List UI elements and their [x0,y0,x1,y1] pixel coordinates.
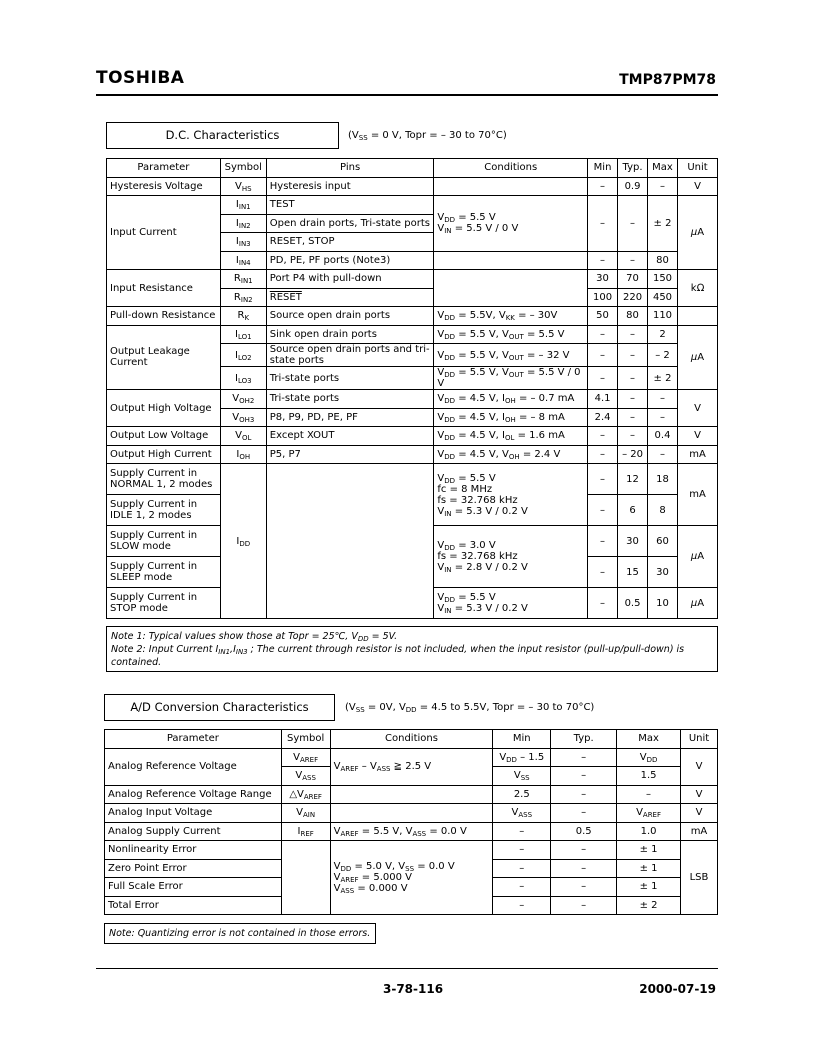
param-cell: Total Error [105,896,282,915]
min-cell: – [493,841,551,860]
typ-cell: 70 [618,270,648,289]
dc-conditions: ($V_{SS} = 0$ V, Topr = – 30 to 70°C) [348,130,507,142]
typ-cell: 80 [618,307,648,326]
typ-cell: 15 [618,557,648,588]
conditions-cell: $V_{AREF} = 5.5$ V, $V_{ASS} = 0.0$ V [330,822,493,841]
unit-cell: mA [678,464,718,526]
symbol-cell: $R_{IN1}$ [220,270,266,289]
symbol-cell: $\triangle V_{AREF}$ [281,785,330,804]
max-cell: – [617,785,681,804]
conditions-cell: $V_{DD} = 5.5$ V $V_{IN} = 5.5$ V / 0 V [434,196,588,252]
max-cell: ± 2 [648,196,678,252]
conditions-cell [434,270,588,307]
param-cell: Output High Voltage [107,390,221,427]
min-cell: – [493,896,551,915]
part-number: TMP87PM78 [619,72,716,88]
max-cell: – [648,408,678,427]
symbol-cell [281,841,330,915]
min-cell: 2.5 [493,785,551,804]
symbol-cell: $V_{OH2}$ [220,390,266,409]
symbol-cell: $V_{ASS}$ [281,767,330,786]
dc-col-symbol: Symbol [220,159,266,178]
ad-header-row [105,730,718,749]
symbol-cell: $R_K$ [220,307,266,326]
symbol-cell: $I_{REF}$ [281,822,330,841]
header-rule [96,94,718,96]
unit-cell: V [678,177,718,196]
param-cell: Output High Current [107,445,221,464]
symbol-cell: $I_{IN1}$ [220,196,266,215]
max-cell: 450 [648,288,678,307]
conditions-cell: $V_{DD} = 5.5$ V $V_{IN} = 5.3$ V / 0.2 V [434,588,588,619]
typ-cell: – [618,390,648,409]
unit-cell: μA [678,196,718,270]
symbol-cell: $I_{OH}$ [220,445,266,464]
note-2: Note 2: Input Current $I_{IN1},I_{IN3}$ ; The current through resistor is not included, when the input resistor (pull-up/pull-down) is contained. [111,644,685,668]
table-row [107,307,718,326]
unit-cell: V [678,427,718,446]
pins-cell: PD, PE, PF ports (Note3) [266,251,434,270]
symbol-cell: $V_{AIN}$ [281,804,330,823]
typ-cell: 0.5 [551,822,617,841]
typ-cell: – 20 [618,445,648,464]
dc-col-max: Max [648,159,678,178]
max-cell: 8 [648,495,678,526]
typ-cell: 6 [618,495,648,526]
table-row [105,748,718,767]
min-cell: – [588,367,618,390]
param-cell: Nonlinearity Error [105,841,282,860]
param-cell: Pull-down Resistance [107,307,221,326]
min-cell: $V_{DD} - 1.5$ [493,748,551,767]
param-cell: Analog Supply Current [105,822,282,841]
typ-cell: 0.5 [618,588,648,619]
symbol-cell: $I_{IN2}$ [220,214,266,233]
symbol-cell: $I_{IN3}$ [220,233,266,252]
max-cell: ± 2 [617,896,681,915]
min-cell: – [493,859,551,878]
min-cell: – [588,445,618,464]
unit-cell: V [680,804,717,823]
typ-cell: – [551,896,617,915]
dc-col-parameter: Parameter [107,159,221,178]
max-cell: 18 [648,464,678,495]
symbol-cell: $I_{DD}$ [220,464,266,619]
max-cell: 10 [648,588,678,619]
table-row [107,196,718,215]
dc-col-pins: Pins [266,159,434,178]
min-cell: – [588,325,618,344]
note-1: Note 1: Typical values show those at Topr = 25℃, $V_{DD} = 5V$. [111,631,398,643]
ad-col-symbol: Symbol [281,730,330,749]
min-cell: – [588,196,618,252]
unit-cell: V [680,748,717,785]
conditions-cell: $V_{DD} = 4.5$ V, $I_{OH}$ = – 0.7 mA [434,390,588,409]
param-cell: Full Scale Error [105,878,282,897]
unit-cell [678,307,718,326]
brand-logo: TOSHIBA [96,68,185,88]
min-cell: 2.4 [588,408,618,427]
table-row [107,464,718,495]
dc-table [106,158,718,619]
symbol-cell: $I_{IN4}$ [220,251,266,270]
param-cell: Analog Reference Voltage Range [105,785,282,804]
conditions-cell: $V_{DD} = 4.5$ V, $I_{OL} = 1.6$ mA [434,427,588,446]
conditions-cell: $V_{DD} = 5.5$ V fc = 8 MHz fs = 32.768 kHz $V_{IN} = 5.3$ V / 0.2 V [434,464,588,526]
min-cell: 100 [588,288,618,307]
pins-cell: Tri-state ports [266,390,434,409]
min-cell: – [588,588,618,619]
max-cell: $V_{DD}$ [617,748,681,767]
max-cell: – 2 [648,344,678,367]
unit-cell: μA [678,526,718,588]
conditions-cell: $V_{DD} = 3.0$ V fs = 32.768 kHz $V_{IN} = 2.8$ V / 0.2 V [434,526,588,588]
conditions-cell: $V_{DD} = 5.0$ V, $V_{SS} = 0.0$ V $V_{AREF} = 5.000$ V $V_{ASS} = 0.000$ V [330,841,493,915]
unit-cell: mA [678,445,718,464]
min-cell: – [588,177,618,196]
ad-col-min: Min [493,730,551,749]
typ-cell: – [618,427,648,446]
dc-col-typ: Typ. [618,159,648,178]
dc-header-row [107,159,718,178]
symbol-cell: $I_{LO2}$ [220,344,266,367]
unit-cell: V [680,785,717,804]
pins-cell: Sink open drain ports [266,325,434,344]
symbol-cell: $V_{OH3}$ [220,408,266,427]
min-cell: – [588,526,618,557]
max-cell: 80 [648,251,678,270]
typ-cell: – [618,344,648,367]
max-cell: 0.4 [648,427,678,446]
table-row [105,841,718,860]
symbol-cell: $V_{AREF}$ [281,748,330,767]
param-cell: Zero Point Error [105,859,282,878]
max-cell: 2 [648,325,678,344]
pins-cell: TEST [266,196,434,215]
param-cell: Supply Current in SLOW mode [107,526,221,557]
typ-cell: – [551,841,617,860]
typ-cell: – [618,196,648,252]
min-cell: – [588,251,618,270]
dc-title: D.C. Characteristics [106,122,339,149]
max-cell: 1.5 [617,767,681,786]
param-cell: Output Leakage Current [107,325,221,390]
unit-cell: mA [680,822,717,841]
param-cell: Supply Current in IDLE 1, 2 modes [107,495,221,526]
typ-cell: – [618,325,648,344]
pins-cell: RESET, STOP [266,233,434,252]
table-row [107,325,718,344]
typ-cell: – [618,367,648,390]
pins-cell: Except XOUT [266,427,434,446]
pins-cell: Hysteresis input [266,177,434,196]
typ-cell: – [618,251,648,270]
symbol-cell: $R_{IN2}$ [220,288,266,307]
pins-cell: P8, P9, PD, PE, PF [266,408,434,427]
pins-cell [266,464,434,619]
table-row [107,177,718,196]
typ-cell: – [551,859,617,878]
pins-cell: P5, P7 [266,445,434,464]
typ-cell: – [551,785,617,804]
max-cell: ± 1 [617,859,681,878]
ad-note [104,923,376,944]
min-cell: – [493,822,551,841]
conditions-cell: $V_{DD} = 5.5$ V, $V_{OUT} = 5.5$ V / 0 V [434,367,588,390]
param-cell: Output Low Voltage [107,427,221,446]
ad-col-unit: Unit [680,730,717,749]
min-cell: 4.1 [588,390,618,409]
conditions-cell: $V_{DD} = 4.5$ V, $V_{OH} = 2.4$ V [434,445,588,464]
min-cell: $V_{ASS}$ [493,804,551,823]
ad-col-parameter: Parameter [105,730,282,749]
table-row [107,427,718,446]
conditions-cell: $V_{DD} = 4.5$ V, $I_{OH}$ = – 8 mA [434,408,588,427]
typ-cell: – [551,767,617,786]
max-cell: – [648,390,678,409]
typ-cell: – [551,804,617,823]
conditions-cell: $V_{DD} = 5.5V$, $V_{KK}$ = – 30V [434,307,588,326]
param-cell: Hysteresis Voltage [107,177,221,196]
table-row [105,785,718,804]
typ-cell: – [551,878,617,897]
max-cell: – [648,177,678,196]
ad-col-conditions: Conditions [330,730,493,749]
table-row [105,804,718,823]
symbol-cell: $I_{LO1}$ [220,325,266,344]
ad-col-max: Max [617,730,681,749]
table-row [107,445,718,464]
pins-cell: Open drain ports, Tri-state ports [266,214,434,233]
unit-cell: kΩ [678,270,718,307]
ad-title: A/D Conversion Characteristics [104,694,335,721]
ad-table [104,729,718,915]
pins-cell: Tri-state ports [266,367,434,390]
ad-conditions: ($V_{SS} = 0V$, $V_{DD} = 4.5$ to 5.5V, Topr = – 30 to 70°C) [345,702,595,714]
max-cell: 1.0 [617,822,681,841]
typ-cell: 12 [618,464,648,495]
param-cell: Supply Current in NORMAL 1, 2 modes [107,464,221,495]
typ-cell: 220 [618,288,648,307]
max-cell: 110 [648,307,678,326]
unit-cell: μA [678,325,718,390]
param-cell: Analog Reference Voltage [105,748,282,785]
max-cell: 150 [648,270,678,289]
max-cell: ± 1 [617,841,681,860]
typ-cell: – [551,748,617,767]
min-cell: – [588,464,618,495]
typ-cell: 0.9 [618,177,648,196]
param-cell: Supply Current in SLEEP mode [107,557,221,588]
footer-rule [96,968,718,969]
min-cell: – [588,495,618,526]
min-cell: $V_{SS}$ [493,767,551,786]
conditions-cell [434,177,588,196]
param-cell: Analog Input Voltage [105,804,282,823]
max-cell: ± 2 [648,367,678,390]
dc-col-unit: Unit [678,159,718,178]
pins-cell: Source open drain ports and tri- state ports [266,344,434,367]
min-cell: – [588,344,618,367]
unit-cell: LSB [680,841,717,915]
param-cell: Input Current [107,196,221,270]
max-cell: ± 1 [617,878,681,897]
ad-col-typ: Typ. [551,730,617,749]
conditions-cell: $V_{AREF} - V_{ASS}$ ≧ 2.5 V [330,748,493,785]
table-row [105,822,718,841]
max-cell: – [648,445,678,464]
typ-cell: 30 [618,526,648,557]
unit-cell: V [678,390,718,427]
conditions-cell: $V_{DD} = 5.5$ V, $V_{OUT}$ = – 32 V [434,344,588,367]
min-cell: – [588,557,618,588]
dc-col-min: Min [588,159,618,178]
table-row [107,270,718,289]
min-cell: 30 [588,270,618,289]
unit-cell: μA [678,588,718,619]
page-number: 3-78-116 [383,982,444,996]
pins-cell: Port P4 with pull-down [266,270,434,289]
conditions-cell [330,785,493,804]
max-cell: 30 [648,557,678,588]
pins-cell: Source open drain ports [266,307,434,326]
param-cell: Input Resistance [107,270,221,307]
param-cell: Supply Current in STOP mode [107,588,221,619]
ad-note-text: Note: Quantizing error is not contained in those errors. [109,928,371,939]
max-cell: 60 [648,526,678,557]
footer-date: 2000-07-19 [639,982,716,996]
dc-col-conditions: Conditions [434,159,588,178]
typ-cell: – [618,408,648,427]
dc-notes [106,626,718,672]
conditions-cell [330,804,493,823]
conditions-cell: $V_{DD} = 5.5$ V, $V_{OUT} = 5.5$ V [434,325,588,344]
max-cell: $V_{AREF}$ [617,804,681,823]
symbol-cell: $I_{LO3}$ [220,367,266,390]
symbol-cell: $V_{HS}$ [220,177,266,196]
symbol-cell: $V_{OL}$ [220,427,266,446]
min-cell: – [588,427,618,446]
min-cell: 50 [588,307,618,326]
pins-cell: RESET [266,288,434,307]
min-cell: – [493,878,551,897]
conditions-cell [434,251,588,270]
table-row [107,390,718,409]
